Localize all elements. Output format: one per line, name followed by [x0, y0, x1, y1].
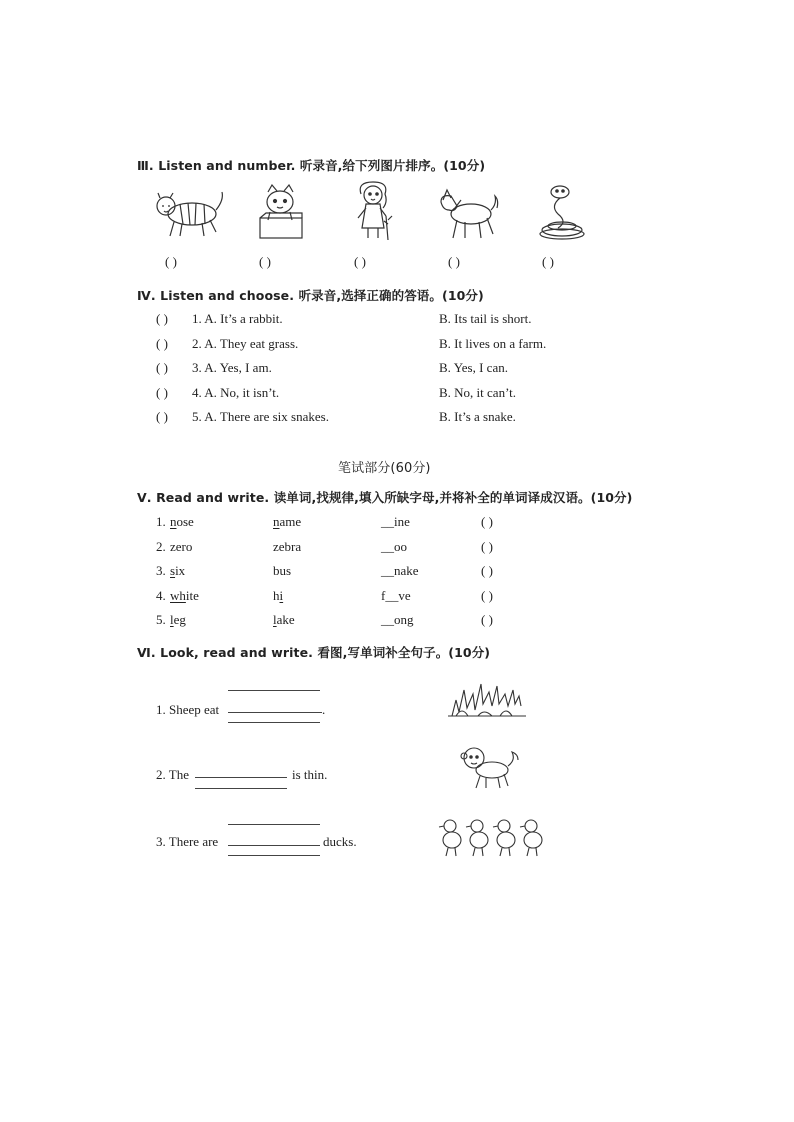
- word-2-letters: h: [273, 588, 280, 603]
- sentence-suffix: .: [322, 702, 326, 717]
- fill-blank-word[interactable]: [381, 612, 414, 628]
- word-1-letters: n: [170, 514, 177, 529]
- blank[interactable]: __: [381, 514, 394, 529]
- word-2-rest: ebra: [278, 539, 302, 554]
- written-section-header: 笔试部分(60分): [338, 461, 431, 476]
- writing-line-top: [228, 690, 320, 691]
- word-2: [273, 612, 295, 628]
- blank[interactable]: __: [381, 563, 394, 578]
- translation-paren[interactable]: ( ): [481, 539, 493, 554]
- word-2-letters: z: [273, 539, 279, 554]
- row-number: 3.: [156, 563, 166, 578]
- word-1-rest: ite: [185, 588, 199, 603]
- writing-line-answer[interactable]: [195, 777, 287, 778]
- answer-paren[interactable]: ( ): [156, 336, 168, 351]
- word-1: [170, 539, 192, 555]
- writing-line-answer[interactable]: [228, 845, 320, 846]
- word-2: [273, 563, 291, 579]
- option-b: B. It lives on a farm.: [439, 336, 547, 351]
- blank[interactable]: f__: [381, 588, 399, 603]
- option-a: 3. A. Yes, I am.: [192, 360, 272, 375]
- fill-blank-word[interactable]: [381, 588, 411, 604]
- word-2-rest: i: [279, 588, 284, 603]
- answer-paren[interactable]: ( ): [156, 311, 168, 326]
- translation-paren[interactable]: ( ): [481, 612, 493, 627]
- word-1-letters: l: [170, 612, 174, 627]
- translation-paren[interactable]: ( ): [481, 514, 493, 529]
- option-a: 2. A. They eat grass.: [192, 336, 299, 351]
- word-2: [273, 539, 301, 555]
- row-number: 4.: [156, 588, 166, 603]
- grass-icon: [446, 678, 528, 720]
- word-2-rest: ake: [276, 612, 295, 627]
- row-number: 2.: [156, 539, 166, 554]
- word-2-rest: ame: [279, 514, 302, 529]
- row-number: 5.: [156, 612, 166, 627]
- section-5-title: Ⅴ. Read and write. 读单词,找规律,填入所缺字母,并将补全的单词译成汉语。(10分): [137, 490, 633, 505]
- word-1-letters: s: [170, 563, 176, 578]
- option-b: B. No, it can’t.: [439, 385, 517, 400]
- writing-line-bottom: [195, 788, 287, 789]
- word-1: [170, 612, 186, 628]
- option-a: 1. A. It’s a rabbit.: [192, 311, 283, 326]
- answer-paren-2[interactable]: ( ): [259, 254, 271, 269]
- blank-word-rest: nake: [394, 563, 419, 578]
- word-1-letters: z: [170, 539, 176, 554]
- answer-paren[interactable]: ( ): [156, 360, 168, 375]
- blank[interactable]: __: [381, 612, 394, 627]
- writing-line-bottom: [228, 722, 320, 723]
- sentence-prefix: 2. The: [156, 767, 189, 782]
- translation-paren[interactable]: ( ): [481, 563, 493, 578]
- answer-paren-4[interactable]: ( ): [448, 254, 460, 269]
- answer-paren-1[interactable]: ( ): [165, 254, 177, 269]
- translation-paren[interactable]: ( ): [481, 588, 493, 603]
- girl-icon: [352, 180, 394, 242]
- writing-line-answer[interactable]: [228, 712, 322, 713]
- answer-paren-3[interactable]: ( ): [354, 254, 366, 269]
- ducks-icon: [438, 816, 552, 858]
- fill-blank-word[interactable]: [381, 539, 407, 555]
- word-1-rest: eg: [173, 612, 186, 627]
- blank-word-rest: ong: [394, 612, 414, 627]
- word-2: [273, 514, 301, 530]
- snake-icon: [538, 184, 588, 242]
- word-1-rest: ose: [176, 514, 194, 529]
- writing-line-top: [228, 824, 320, 825]
- sentence-prefix: 1. Sheep eat: [156, 702, 220, 717]
- option-b: B. Yes, I can.: [439, 360, 508, 375]
- monkey-icon: [460, 744, 520, 790]
- word-1-letters: wh: [170, 588, 186, 603]
- word-1: [170, 514, 194, 530]
- fill-blank-word[interactable]: [381, 514, 410, 530]
- horse-icon: [437, 184, 499, 242]
- word-1-rest: ero: [175, 539, 193, 554]
- word-2-rest: us: [279, 563, 292, 578]
- sentence-suffix: is thin.: [292, 767, 328, 782]
- option-a: 5. A. There are six snakes.: [192, 409, 329, 424]
- word-2-letters: l: [273, 612, 277, 627]
- blank-word-rest: ine: [394, 514, 410, 529]
- blank-word-rest: oo: [394, 539, 407, 554]
- blank-word-rest: ve: [398, 588, 411, 603]
- writing-line-bottom: [228, 855, 320, 856]
- word-1-rest: ix: [175, 563, 186, 578]
- section-6-title: Ⅵ. Look, read and write. 看图,写单词补全句子。(10分): [137, 645, 491, 660]
- tiger-icon: [152, 186, 226, 240]
- row-number: 1.: [156, 514, 166, 529]
- word-1: [170, 563, 185, 579]
- option-b: B. It’s a snake.: [439, 409, 516, 424]
- answer-paren[interactable]: ( ): [156, 385, 168, 400]
- sentence-prefix: 3. There are: [156, 834, 219, 849]
- word-2-letters: b: [273, 563, 280, 578]
- cat-in-box-icon: [258, 184, 304, 242]
- option-a: 4. A. No, it isn’t.: [192, 385, 280, 400]
- option-b: B. Its tail is short.: [439, 311, 532, 326]
- section-4-title: Ⅳ. Listen and choose. 听录音,选择正确的答语。(10分): [137, 288, 484, 303]
- word-2: [273, 588, 283, 604]
- section-3-title: Ⅲ. Listen and number. 听录音,给下列图片排序。(10分): [137, 158, 486, 173]
- blank[interactable]: __: [381, 539, 394, 554]
- answer-paren[interactable]: ( ): [156, 409, 168, 424]
- sentence-suffix: ducks.: [323, 834, 357, 849]
- fill-blank-word[interactable]: [381, 563, 419, 579]
- word-2-letters: n: [273, 514, 280, 529]
- answer-paren-5[interactable]: ( ): [542, 254, 554, 269]
- word-1: [170, 588, 199, 604]
